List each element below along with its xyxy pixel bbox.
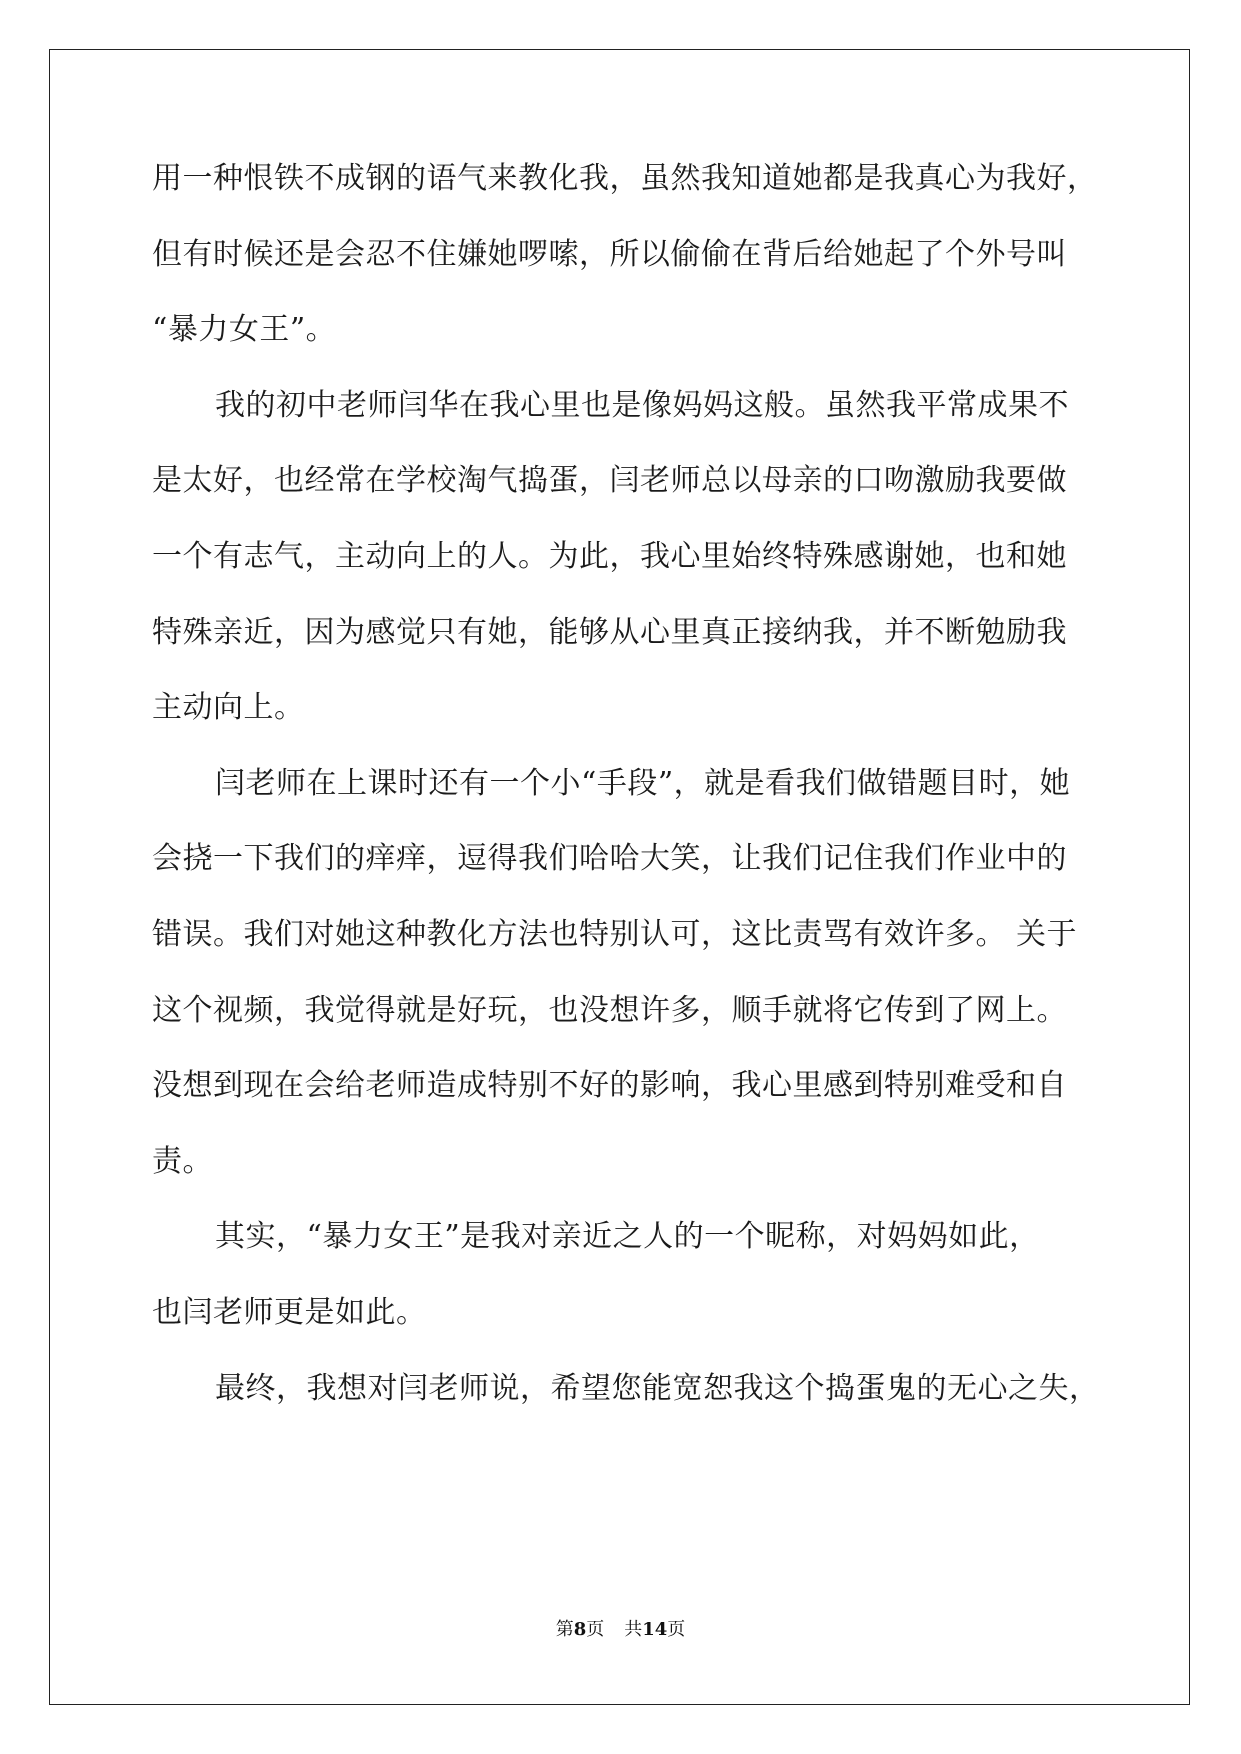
text-line: 一个有志气，主动向上的人。为此，我心里始终特殊感谢她，也和她 <box>152 539 1067 574</box>
text-line: 特殊亲近，因为感觉只有她，能够从心里真正接纳我，并不断勉励我 <box>152 614 1067 650</box>
footer-total-suffix: 页 <box>667 1619 686 1640</box>
text-line: 是太好，也经常在学校淘气捣蛋，闫老师总以母亲的口吻激励我要做 <box>152 463 1067 499</box>
text-line: 没想到现在会给老师造成特别不好的影响，我心里感到特别难受和自 <box>152 1068 1067 1104</box>
text-line: 错误。我们对她这种教化方法也特别认可，这比责骂有效许多。 关于 <box>152 917 1078 952</box>
text-line: 用一种恨铁不成钢的语气来教化我，虽然我知道她都是我真心为我好， <box>152 161 1098 196</box>
text-line: “暴力女王”。 <box>152 312 337 348</box>
text-line: 这个视频，我觉得就是好玩，也没想许多，顺手就将它传到了网上。 <box>152 992 1067 1028</box>
text-line: 责。 <box>152 1143 213 1179</box>
footer-current-page: 8 <box>573 1619 587 1640</box>
text-line: 也闫老师更是如此。 <box>152 1295 427 1330</box>
footer-total-prefix: 共 <box>624 1619 643 1640</box>
text-line: 其实，“暴力女王”是我对亲近之人的一个昵称，对妈妈如此， <box>215 1219 1040 1255</box>
footer-page-prefix: 第 <box>555 1619 574 1640</box>
footer-total-pages: 14 <box>642 1619 668 1640</box>
page-footer <box>0 1615 1241 1641</box>
text-line: 闫老师在上课时还有一个小“手段”，就是看我们做错题目时，她 <box>215 765 1071 801</box>
footer-page-suffix: 页 <box>586 1619 605 1640</box>
text-line: 我的初中老师闫华在我心里也是像妈妈这般。虽然我平常成果不 <box>215 387 1069 423</box>
text-line: 最终，我想对闫老师说，希望您能宽恕我这个捣蛋鬼的无心之失， <box>215 1370 1100 1406</box>
text-line: 但有时候还是会忍不住嫌她啰嗦，所以偷偷在背后给她起了个外号叫 <box>152 236 1067 272</box>
text-line: 会挠一下我们的痒痒，逗得我们哈哈大笑，让我们记住我们作业中的 <box>152 841 1067 877</box>
text-line: 主动向上。 <box>152 690 305 726</box>
